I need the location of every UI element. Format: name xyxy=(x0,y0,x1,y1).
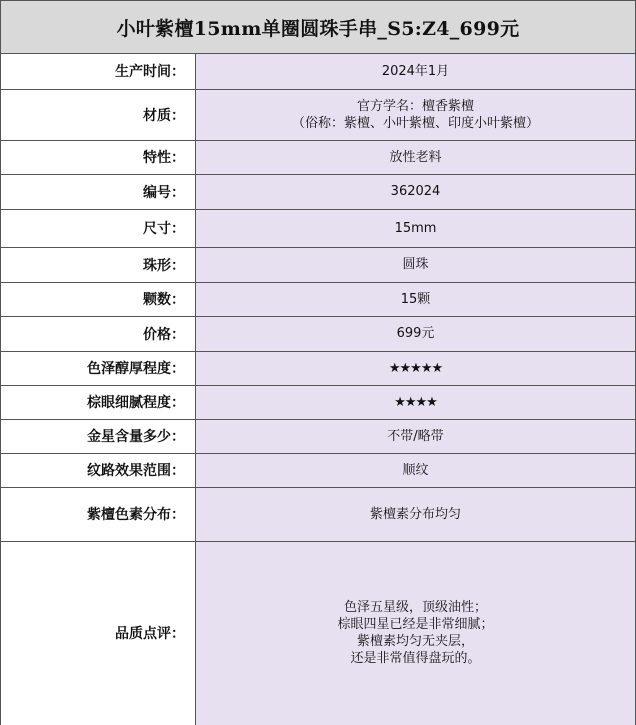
label-quality-review: 品质点评： xyxy=(1,541,196,725)
label-color-richness: 色泽醇厚程度： xyxy=(1,351,196,385)
value-size: 15mm xyxy=(196,209,636,247)
row-color-richness xyxy=(1,351,635,385)
label-serial: 编号： xyxy=(1,174,196,209)
value-bead-count: 15颗 xyxy=(196,282,636,316)
label-bead-count: 颗数： xyxy=(1,282,196,316)
row-size xyxy=(1,209,635,247)
material-line-1: 官方学名：檀香紫檀 xyxy=(356,98,474,114)
row-price xyxy=(1,316,635,351)
row-bead-shape xyxy=(1,247,635,282)
row-production-time xyxy=(1,54,635,89)
label-material: 材质： xyxy=(1,89,196,140)
label-property: 特性： xyxy=(1,140,196,174)
row-property xyxy=(1,140,635,174)
value-price: 699元 xyxy=(196,316,636,351)
row-quality-review xyxy=(1,541,635,725)
spec-table xyxy=(1,54,635,725)
row-bead-count xyxy=(1,282,635,316)
label-pigment-distribution: 紫檀色素分布： xyxy=(1,487,196,541)
review-line-2: 棕眼四星已经是非常细腻； xyxy=(337,617,494,633)
row-gold-star xyxy=(1,419,635,453)
row-pore-fineness xyxy=(1,385,635,419)
review-line-3: 紫檀素均匀无夹层， xyxy=(356,634,474,650)
value-grain-range: 顺纹 xyxy=(196,453,636,487)
value-material xyxy=(196,89,636,140)
value-gold-star: 不带/略带 xyxy=(196,419,636,453)
value-pigment-distribution: 紫檀素分布均匀 xyxy=(196,487,636,541)
row-grain-range xyxy=(1,453,635,487)
review-line-1: 色泽五星级，顶级油性； xyxy=(343,600,487,616)
sheet-title: 小叶紫檀15mm单圈圆珠手串_S5:Z4_699元 xyxy=(1,1,635,54)
label-gold-star: 金星含量多少： xyxy=(1,419,196,453)
value-production-time: 2024年1月 xyxy=(196,54,636,89)
label-production-time: 生产时间： xyxy=(1,54,196,89)
label-price: 价格： xyxy=(1,316,196,351)
label-size: 尺寸： xyxy=(1,209,196,247)
row-material xyxy=(1,89,635,140)
label-bead-shape: 珠形： xyxy=(1,247,196,282)
value-serial: 362024 xyxy=(196,174,636,209)
value-quality-review xyxy=(196,541,636,725)
review-line-4: 还是非常值得盘玩的。 xyxy=(350,651,481,667)
rating-pore-fineness: ★★★★ xyxy=(196,385,636,419)
material-line-2: （俗称：紫檀、小叶紫檀、印度小叶紫檀） xyxy=(291,115,539,131)
row-pigment-distribution xyxy=(1,487,635,541)
label-grain-range: 纹路效果范围： xyxy=(1,453,196,487)
label-pore-fineness: 棕眼细腻程度： xyxy=(1,385,196,419)
value-bead-shape: 圆珠 xyxy=(196,247,636,282)
value-property: 放性老料 xyxy=(196,140,636,174)
rating-color-richness: ★★★★★ xyxy=(196,351,636,385)
row-serial xyxy=(1,174,635,209)
